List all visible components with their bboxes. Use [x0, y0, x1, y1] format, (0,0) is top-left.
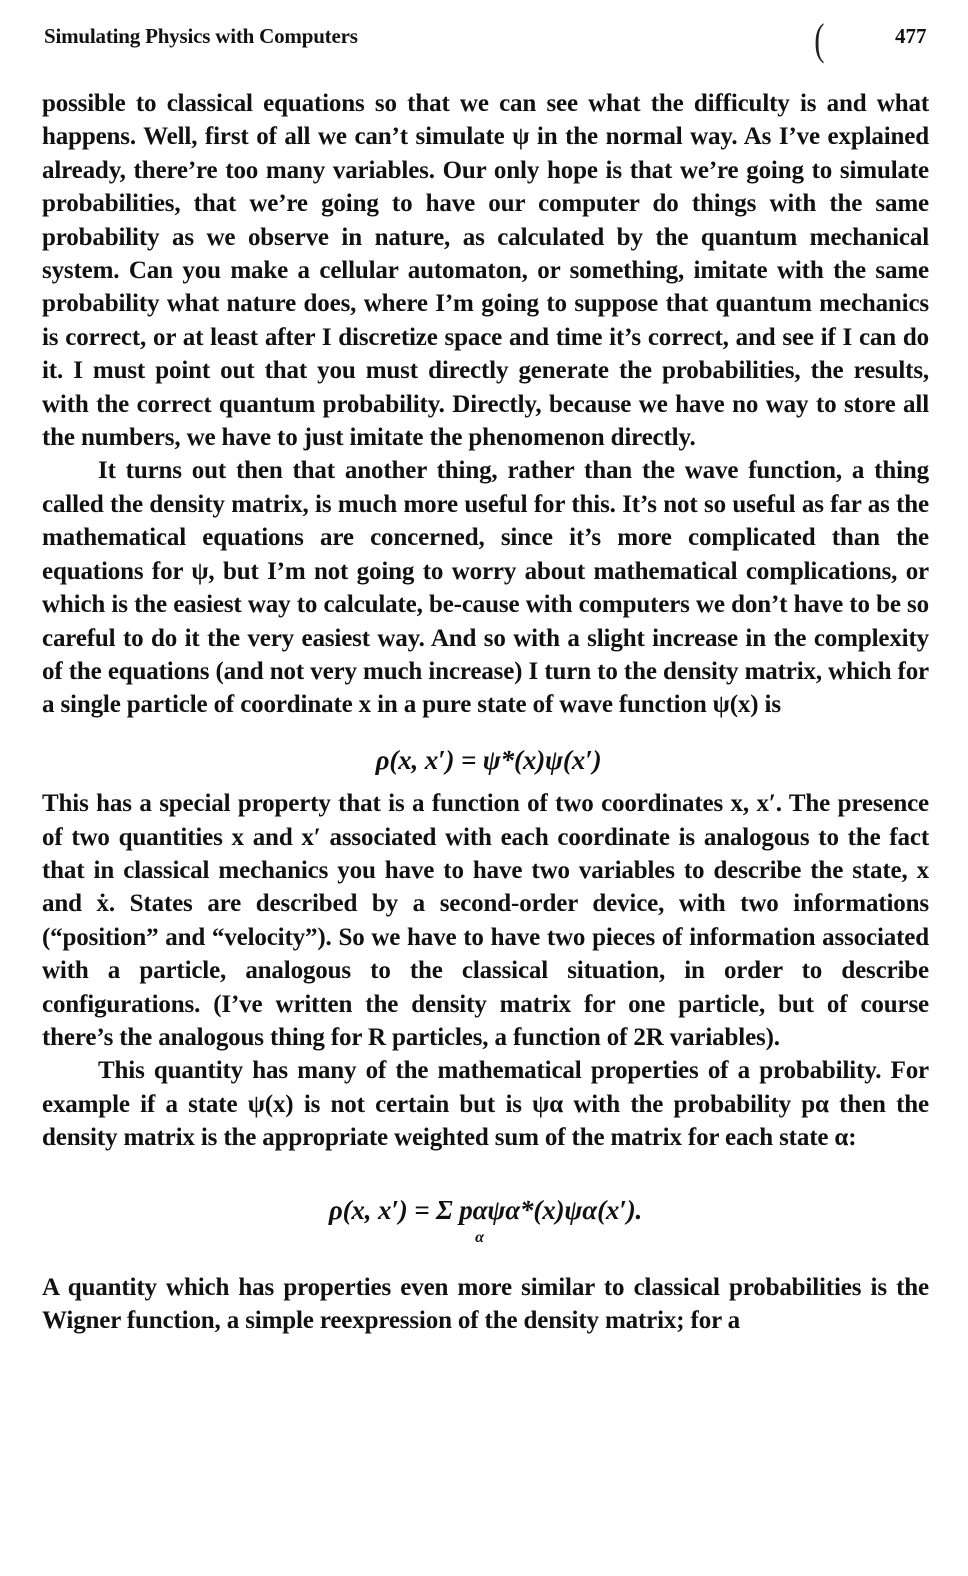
equation-density-matrix: ρ(x, x′) = ψ*(x)ψ(x′)	[375, 744, 602, 775]
running-title: Simulating Physics with Computers	[44, 24, 358, 48]
paragraph-3: This has a special property that is a function of two coordinates x, x′. The presence of two quantities x and x′ associated with each coordinate is analogous to the fact that in classical mechanics you have to have two variables to describe the state, x and ẋ. States are described by a second-order device, with two informations (“position” and “velocity”). So we have to have two pieces of information associated with a particle, analogous to the classical situation, in order to describe configurations. (I’ve written the density matrix for one particle, but of course there’s the analogous thing for R particles, a function of 2R variables).	[42, 790, 929, 1051]
paragraph-1: possible to classical equations so that we can see what the difficulty is and what happens. Well, first of all we can’t simulate ψ in the normal way. As I’ve explained already, there’re too many variables. Our only hope is that we’re going to simulate probabilities, that we’re going to have our computer do things with the same probability as we observe in nature, as calculated by the quantum mechanical system. Can you make a cellular automaton, or something, imitate with the same probability what nature does, where I’m going to suppose that quantum mechanics is correct, or at least after I discretize space and time it’s correct, and see if I can do it. I must point out that you must directly generate the probabilities, the results, with the correct quantum probability. Directly, because we have no way to store all the numbers, we have to just imitate the phenomenon directly.	[42, 90, 929, 452]
page-body	[42, 87, 929, 1337]
equation-sum-subscript: α	[475, 1228, 484, 1246]
equation-weighted-sum: ρ(x, x′) = Σ pαψα*(x)ψα(x′).	[328, 1194, 643, 1225]
margin-bracket-mark: (	[814, 15, 825, 64]
paragraph-5: A quantity which has properties even more similar to classical probabilities is the Wigner function, a simple reexpression of the density matrix; for a	[42, 1273, 929, 1334]
paragraph-4: This quantity has many of the mathematical properties of a probability. For example if a state ψ(x) is not certain but is ψα with the probability pα then the density matrix is the appropriate weighted sum of the matrix for each state α:	[42, 1057, 929, 1152]
page-number: 477	[895, 24, 927, 48]
paragraph-2: It turns out then that another thing, rather than the wave function, a thing called the density matrix, is much more useful for this. It’s not so useful as far as the mathematical equations are concerned, since it’s more complicated than the equations for ψ, but I’m not going to worry about mathematical complications, or which is the easiest way to calculate, be-cause with computers we don’t have to be so careful to do it the very easiest way. And so with a slight increase in the complexity of the equations (and not very much increase) I turn to the density matrix, which for a single particle of coordinate x in a pure state of wave function ψ(x) is	[42, 457, 929, 719]
